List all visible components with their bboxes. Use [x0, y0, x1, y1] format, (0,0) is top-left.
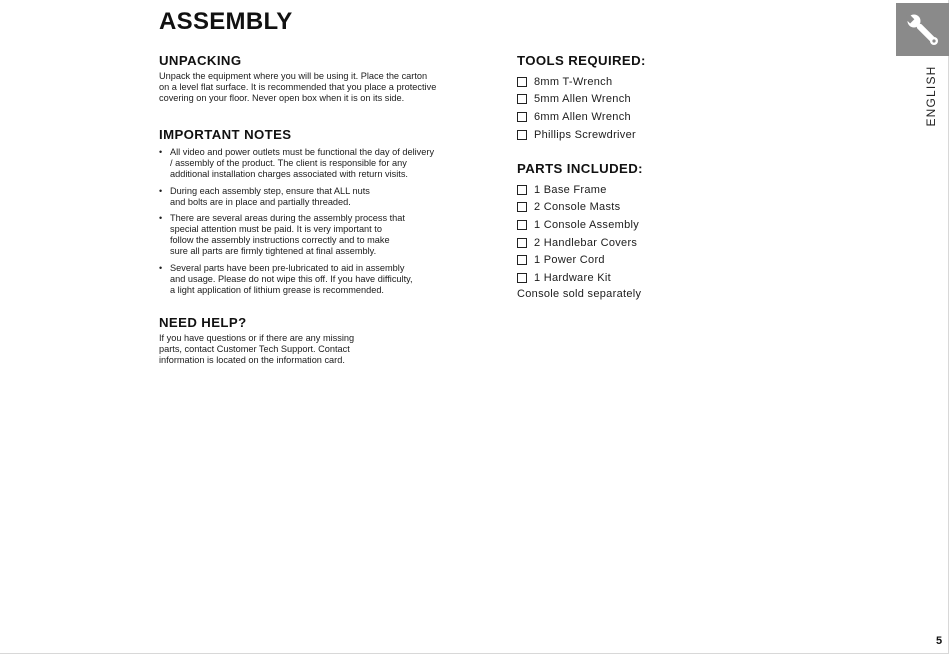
- note-item: • Several parts have been pre-lubricated to aid in assembly and usage. Please do not wipe this off. If you have difficulty, a light application of lithium grease is recommended.: [159, 262, 413, 295]
- need-help-heading: NEED HELP?: [159, 315, 247, 330]
- console-note: Console sold separately: [517, 287, 642, 300]
- important-notes-list: [159, 147, 459, 296]
- note-item: • During each assembly step, ensure that ALL nuts and bolts are in place and partially threaded.: [159, 185, 370, 207]
- tool-item: 6mm Allen Wrench: [517, 108, 777, 126]
- important-notes-section: [159, 127, 459, 301]
- part-item: 1 Base Frame: [517, 181, 777, 199]
- bullet-icon: •: [159, 213, 163, 223]
- tool-item: 8mm T-Wrench: [517, 73, 777, 91]
- part-item: 2 Console Masts: [517, 199, 777, 217]
- part-item: 1 Hardware Kit: [517, 269, 777, 287]
- wrench-icon: [905, 12, 941, 48]
- page-number: 5: [936, 635, 943, 647]
- note-item: • All video and power outlets must be functional the day of delivery / assembly of the product. The client is responsible for any additional installation charges associated with return visits.: [159, 147, 435, 179]
- need-help-line: information is located on the information card.: [159, 355, 345, 365]
- bullet-icon: •: [159, 262, 163, 273]
- need-help-line: parts, contact Customer Tech Support. Contact: [159, 344, 350, 354]
- checkbox[interactable]: [517, 220, 527, 230]
- language-label: [921, 66, 941, 126]
- tool-item: 5mm Allen Wrench: [517, 91, 777, 109]
- parts-heading: PARTS INCLUDED:: [517, 161, 643, 176]
- unpacking-text: [159, 71, 459, 104]
- tools-section: [517, 53, 777, 143]
- note-item: • There are several areas during the assembly process that special attention must be paid. It is very important to follow the assembly instructions correctly and to make sure all parts are firmly tightened at final assembly.: [159, 213, 405, 256]
- checkbox[interactable]: [517, 130, 527, 140]
- checkbox[interactable]: [517, 185, 527, 195]
- tools-heading: TOOLS REQUIRED:: [517, 53, 646, 68]
- need-help-line: If you have questions or if there are any missing: [159, 333, 355, 343]
- checkbox[interactable]: [517, 112, 527, 122]
- parts-list: [517, 181, 777, 287]
- parts-section: [517, 161, 777, 300]
- checkbox[interactable]: [517, 238, 527, 248]
- bullet-icon: •: [159, 147, 163, 157]
- tools-list: [517, 73, 777, 143]
- section-tab: [896, 3, 949, 56]
- tool-item: Phillips Screwdriver: [517, 126, 777, 144]
- important-notes-heading: IMPORTANT NOTES: [159, 127, 292, 142]
- checkbox[interactable]: [517, 273, 527, 283]
- part-item: 1 Console Assembly: [517, 216, 777, 234]
- language-text: ENGLISH: [924, 65, 938, 127]
- part-item: 2 Handlebar Covers: [517, 234, 777, 252]
- unpacking-line: on a level flat surface. It is recommended that you place a protective: [159, 82, 437, 92]
- need-help-text: [159, 333, 459, 366]
- part-item: 1 Power Cord: [517, 251, 777, 269]
- checkbox[interactable]: [517, 94, 527, 104]
- checkbox[interactable]: [517, 255, 527, 265]
- unpacking-heading: UNPACKING: [159, 53, 242, 68]
- bullet-icon: •: [159, 185, 163, 196]
- unpacking-line: covering on your floor. Never open box when it is on its side.: [159, 93, 405, 103]
- need-help-section: [159, 315, 459, 366]
- checkbox[interactable]: [517, 202, 527, 212]
- page-title: ASSEMBLY: [159, 8, 293, 35]
- unpacking-section: [159, 53, 459, 104]
- unpacking-line: Unpack the equipment where you will be using it. Place the carton: [159, 71, 428, 81]
- checkbox[interactable]: [517, 77, 527, 87]
